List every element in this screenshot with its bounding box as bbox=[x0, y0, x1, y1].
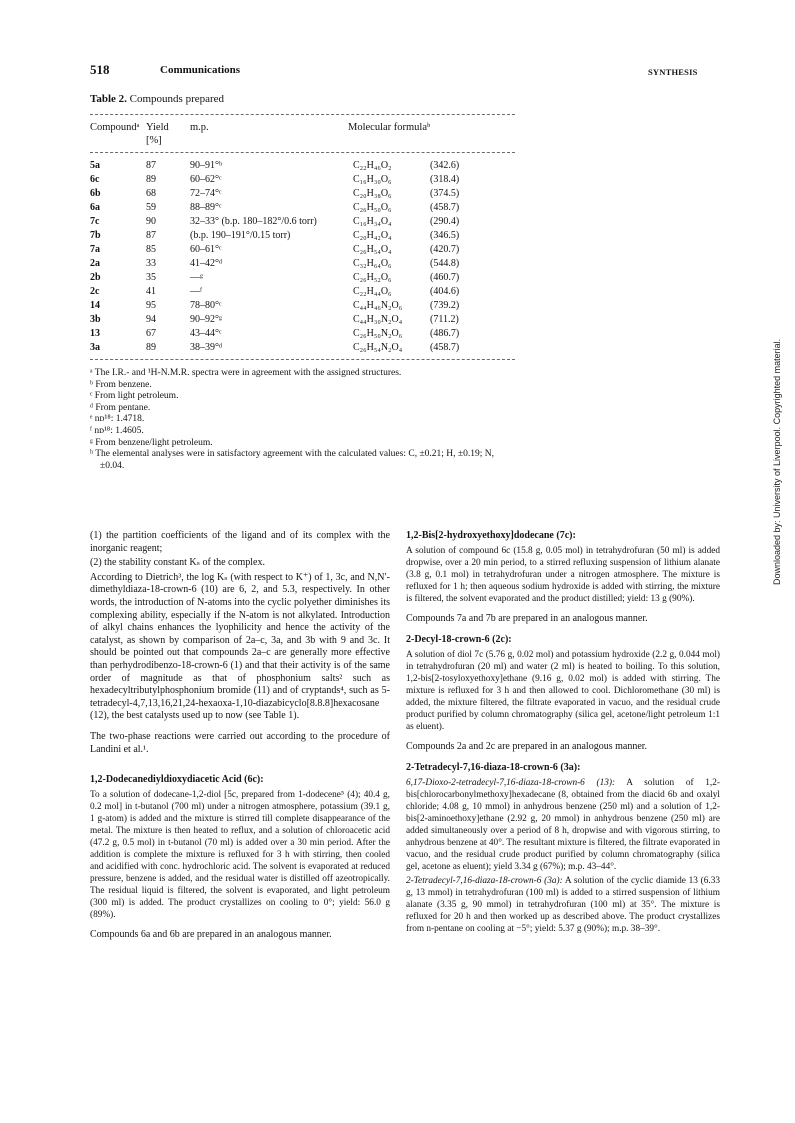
cell-mp: (b.p. 190–191°/0.15 torr) bbox=[190, 230, 291, 241]
cell-mw: (486.7) bbox=[430, 328, 460, 339]
section-heading: 2-Decyl-18-crown-6 (2c): bbox=[406, 634, 512, 646]
section-heading: 2-Tetradecyl-7,16-diaza-18-crown-6 (3a): bbox=[406, 762, 581, 774]
cell-formula: C₂₆H₅₄O₄ bbox=[353, 244, 392, 255]
cell-yield: 68 bbox=[146, 188, 156, 199]
cell-compound: 7a bbox=[90, 244, 100, 255]
col-header-mp: m.p. bbox=[190, 122, 209, 133]
cell-yield: 87 bbox=[146, 160, 156, 171]
cell-formula: C₂₆H₅₂O₆ bbox=[353, 272, 392, 283]
cell-compound: 3a bbox=[90, 342, 100, 353]
paragraph: A solution of compound 6c (15.8 g, 0.05 mol) in tetrahydrofuran (50 ml) is added dropwise, over a 20 min period, to a stirred refluxing suspension of lithium alanate (3.8 g, 0.1 mol) in tetrahydrofuran under a nitrogen atmosphere. The mixture is refluxed for 1 h; then aqueous sodium hydroxide is added with stirring, the mixture is filtered, the solvent evaporated and the product distilled; yield: 13 g (90%). bbox=[406, 545, 720, 604]
cell-yield: 85 bbox=[146, 244, 156, 255]
footnote: ᶜ From light petroleum. bbox=[90, 391, 179, 402]
footnote: ʰ The elemental analyses were in satisfactory agreement with the calculated values: C, ±0.21; H, ±0.19; N, ±0.04. bbox=[90, 449, 494, 471]
paragraph: According to Dietrich³, the log Kₛ (with respect to K⁺) of 1, 3c, and N,N′-dimethyldiaza-18-crown-6 (10) are 6, 2, and 5.3, respectively. In other words, the introduction of N-atoms into the cyclic polyether diminishes its complexing ability, especially if the N-atom is not alkylated. Introduction of alkyl chains enhances the lyophilicity and hence the activity of the catalyst, as shown by comparison of 2a–c, 3a, and 3b with 9 and 3c. It should be pointed out that compounds 2a–c are generally more effective than perhydrodibenzo-18-crown-6 (1) and that their activity is of the same order of magnitude as that of phosphonium salts² such as hexadecyltributylphosphonium bromide (11) and of cryptands⁴, such as 5-tetradecyl-4,7,13,16,21,24-hexaoxa-1,10-diazabicyclo[8.8.8]hexacosane (12), the best catalysts used up to now (see Table 1). bbox=[90, 571, 390, 722]
cell-formula: C₂₆H₅₀N₂O₆ bbox=[353, 328, 403, 339]
cell-formula: C₂₆H₅₀O₆ bbox=[353, 202, 392, 213]
table-row bbox=[90, 342, 520, 356]
paragraph bbox=[406, 875, 720, 935]
cell-formula: C₂₆H₅₄N₂O₄ bbox=[353, 342, 403, 353]
cell-mp: —ᵍ bbox=[190, 272, 204, 283]
table-row bbox=[90, 300, 520, 314]
footnote: ᵉ nᴅ¹⁸: 1.4718. bbox=[90, 414, 145, 425]
cell-compound: 7b bbox=[90, 230, 101, 241]
cell-formula: C₄₄H₃₀N₂O₄ bbox=[353, 314, 403, 325]
cell-yield: 89 bbox=[146, 174, 156, 185]
cell-mw: (544.8) bbox=[430, 258, 460, 269]
section-heading: 1,2-Dodecanediyldioxydiacetic Acid (6c): bbox=[90, 774, 264, 786]
cell-yield: 95 bbox=[146, 300, 156, 311]
cell-mw: (290.4) bbox=[430, 216, 460, 227]
right-column bbox=[406, 530, 720, 937]
footnote: ᵍ From benzene/light petroleum. bbox=[90, 437, 213, 448]
cell-yield: 94 bbox=[146, 314, 156, 325]
paragraph-text: A solution of 1,2-bis[chlorocarbonylmethoxy]hexadecane (8, obtained from the diacid 6b and oxalyl chloride; 4.08 g, 10 mmol) in anhydrous benzene (250 ml) and a solution of 1,2-bis[2-aminoethoxy]ethane (2.92 g, 20 mmol) in anhydrous benzene (250 ml) are added simultaneously over a period of 8 h, dropwise and with vigorous stirring, to anhydrous benzene at 40°. The resultant mixture is filtered, the filtrate evaporated in vacuo, and the residual crude product purified by column chromatography (silica gel, acetone as eluent); yield 3.34 g (67%); m.p. 43–44°. bbox=[406, 777, 720, 872]
cell-compound: 2c bbox=[90, 286, 100, 297]
cell-mw: (318.4) bbox=[430, 174, 460, 185]
cell-mw: (404.6) bbox=[430, 286, 460, 297]
cell-mw: (458.7) bbox=[430, 202, 460, 213]
table-row bbox=[90, 188, 520, 202]
cell-yield: 89 bbox=[146, 342, 156, 353]
paragraph: To a solution of dodecane-1,2-diol [5c, prepared from 1-dodecene⁵ (4); 40.4 g, 0.2 mol] in t-butanol (700 ml) under a nitrogen atmosphere, potassium (39.1 g, 1 g-atom) is added and the mixture is stirred till complete disappearance of the metal. The mixture is then heated to reflux, and a solution of chloroacetic acid (47.2 g, 0.5 mol) in t-butanol (70 ml) is added over a 30 min period. After the addition is complete the mixture is refluxed for 3 h with stirring, then cooled and acidified with conc. hydrochloric acid. The solvent is evaporated at reduced pressure, benzene is added, and the residual water is distilled off azeotropically. The residual liquid is filtered, the solvent is evaporated, and light petroleum (300 ml) is added. The product crystallizes on cooling to 0°; yield: 56.0 g (89%). bbox=[90, 789, 390, 920]
cell-mp: 43–44°ᶜ bbox=[190, 328, 222, 339]
table-caption-text: Compounds prepared bbox=[129, 93, 225, 105]
cell-mw: (342.6) bbox=[430, 160, 460, 171]
footnote: ᵃ The I.R.- and ¹H-N.M.R. spectra were in agreement with the assigned structures. bbox=[90, 368, 402, 378]
cell-compound: 2b bbox=[90, 272, 101, 283]
cell-formula: C₂₀H₄₂O₄ bbox=[353, 230, 392, 241]
col-header-yield-unit: [%] bbox=[146, 135, 162, 146]
section-heading: 1,2-Bis[2-hydroxyethoxy]dodecane (7c): bbox=[406, 530, 576, 541]
cell-compound: 2a bbox=[90, 258, 100, 269]
paragraph: (2) the stability constant Kₛ of the complex. bbox=[90, 557, 265, 569]
footnote: ᵈ From pentane. bbox=[90, 402, 151, 413]
cell-mp: 38–39°ᵈ bbox=[190, 342, 223, 353]
cell-mw: (346.5) bbox=[430, 230, 460, 241]
cell-mp: 60–62°ᶜ bbox=[190, 174, 222, 185]
table-row bbox=[90, 272, 520, 286]
footnote: ᶠ nᴅ¹⁸: 1.4605. bbox=[90, 425, 144, 436]
paragraph-text: A solution of the cyclic diamide 13 (6.33 g, 13 mmol) in tetrahydrofuran (100 ml) is added to a stirred suspension of lithium alanate (3.35 g, 90 mmol) in tetrahydrofuran (100 ml) at 35°. The mixture is refluxed for 20 h and then worked up as described above. The product crystallizes from n-pentane on cooling at −5°; yield: 5.37 g (90%); m.p. 38–39°. bbox=[406, 875, 721, 934]
cell-formula: C₄₄H₄₆N₂O₆ bbox=[353, 300, 403, 311]
table-bottom-rule bbox=[90, 359, 515, 360]
table-row bbox=[90, 216, 520, 230]
subheading-inline: 2-Tetradecyl-7,16-diaza-18-crown-6 (3a): bbox=[406, 875, 563, 886]
cell-mp: 90–92°ᵍ bbox=[190, 314, 223, 325]
table-row bbox=[90, 258, 520, 272]
table-caption bbox=[90, 93, 224, 105]
cell-yield: 90 bbox=[146, 216, 156, 227]
table-row bbox=[90, 230, 520, 244]
cell-formula: C₁₆H₃₄O₄ bbox=[353, 216, 392, 227]
section-title: Communications bbox=[160, 64, 241, 76]
col-header-yield bbox=[146, 121, 169, 147]
cell-mw: (420.7) bbox=[430, 244, 460, 255]
cell-mp: 88–89°ᶜ bbox=[190, 202, 222, 213]
col-header-compound: Compoundᵃ bbox=[90, 122, 140, 133]
subheading-inline: 6,17-Dioxo-2-tetradecyl-7,16-diaza-18-crown-6 (13): bbox=[406, 777, 616, 788]
paragraph: Compounds 6a and 6b are prepared in an analogous manner. bbox=[90, 928, 332, 940]
table-row bbox=[90, 328, 520, 342]
cell-mw: (739.2) bbox=[430, 300, 460, 311]
paragraph: Compounds 2a and 2c are prepared in an analogous manner. bbox=[406, 740, 648, 752]
cell-mw: (374.5) bbox=[430, 188, 460, 199]
table-footnotes bbox=[90, 368, 520, 472]
cell-formula: C₂₀H₃₈O₆ bbox=[353, 188, 392, 199]
table-header-rule bbox=[90, 152, 515, 153]
cell-mp: 60–61°ᶜ bbox=[190, 244, 222, 255]
cell-mp: 32–33° (b.p. 180–182°/0.6 torr) bbox=[190, 216, 317, 227]
cell-yield: 33 bbox=[146, 258, 156, 269]
cell-formula: C₁₆H₃₀O₆ bbox=[353, 174, 392, 185]
cell-compound: 6a bbox=[90, 202, 100, 213]
paragraph: A solution of diol 7c (5.76 g, 0.02 mol) and potassium hydroxide (2.2 g, 0.044 mol) in tetrahydrofuran (20 ml) and water (2 ml) is heated to boiling. To this solution, 1,2-bis[2-tosyloxyethoxy]ethane (9.16 g, 0.02 mol) is added with stirring. The mixture is refluxed for 3 h and then allowed to cool. Dichloromethane (30 ml) is added, the mixture filtered, the filtrate evaporated in vacuo, and the residual crude product purified by column chromatography (silica gel, acetone/light petroleum 1:1 as eluent). bbox=[406, 649, 720, 732]
cell-yield: 59 bbox=[146, 202, 156, 213]
cell-yield: 87 bbox=[146, 230, 156, 241]
paragraph: (1) the partition coefficients of the ligand and of its complex with the inorganic reagent; bbox=[90, 530, 390, 554]
cell-mw: (711.2) bbox=[430, 314, 459, 325]
cell-yield: 41 bbox=[146, 286, 156, 297]
cell-mp: 78–80°ᶜ bbox=[190, 300, 222, 311]
cell-formula: C₂₂H₄₄O₆ bbox=[353, 286, 392, 297]
table-row bbox=[90, 244, 520, 258]
paragraph bbox=[406, 777, 720, 873]
col-header-formula: Molecular formulaᵇ bbox=[348, 122, 431, 133]
paragraph: The two-phase reactions were carried out according to the procedure of Landini et al.¹. bbox=[90, 730, 390, 755]
footnote: ᵇ From benzene. bbox=[90, 379, 152, 390]
col-header-yield-label: Yield bbox=[146, 122, 169, 133]
cell-yield: 67 bbox=[146, 328, 156, 339]
cell-formula: C₂₂H₄₆O₂ bbox=[353, 160, 392, 171]
cell-compound: 7c bbox=[90, 216, 100, 227]
cell-compound: 14 bbox=[90, 300, 100, 311]
cell-yield: 35 bbox=[146, 272, 156, 283]
left-column bbox=[90, 530, 390, 943]
cell-compound: 6c bbox=[90, 174, 100, 185]
table-row bbox=[90, 160, 520, 174]
download-watermark: Downloaded by: University of Liverpool. Copyrighted material. bbox=[772, 338, 782, 585]
cell-formula: C₃₂H₆₄O₆ bbox=[353, 258, 392, 269]
paragraph: Compounds 7a and 7b are prepared in an analogous manner. bbox=[406, 612, 648, 624]
cell-compound: 3b bbox=[90, 314, 101, 325]
cell-mw: (458.7) bbox=[430, 342, 460, 353]
cell-mp: 90–91°ᵇ bbox=[190, 160, 223, 171]
page-number: 518 bbox=[90, 62, 110, 77]
cell-compound: 13 bbox=[90, 328, 100, 339]
cell-compound: 5a bbox=[90, 160, 100, 171]
cell-compound: 6b bbox=[90, 188, 101, 199]
journal-name: SYNTHESIS bbox=[648, 67, 698, 77]
table-top-rule bbox=[90, 114, 515, 115]
cell-mp: —ᶠ bbox=[190, 286, 203, 297]
cell-mp: 72–74°ᶜ bbox=[190, 188, 222, 199]
cell-mw: (460.7) bbox=[430, 272, 460, 283]
table-row bbox=[90, 202, 520, 216]
table-row bbox=[90, 286, 520, 300]
table-caption-label: Table 2. bbox=[90, 93, 127, 105]
table-row bbox=[90, 174, 520, 188]
cell-mp: 41–42°ᵈ bbox=[190, 258, 223, 269]
table-row bbox=[90, 314, 520, 328]
